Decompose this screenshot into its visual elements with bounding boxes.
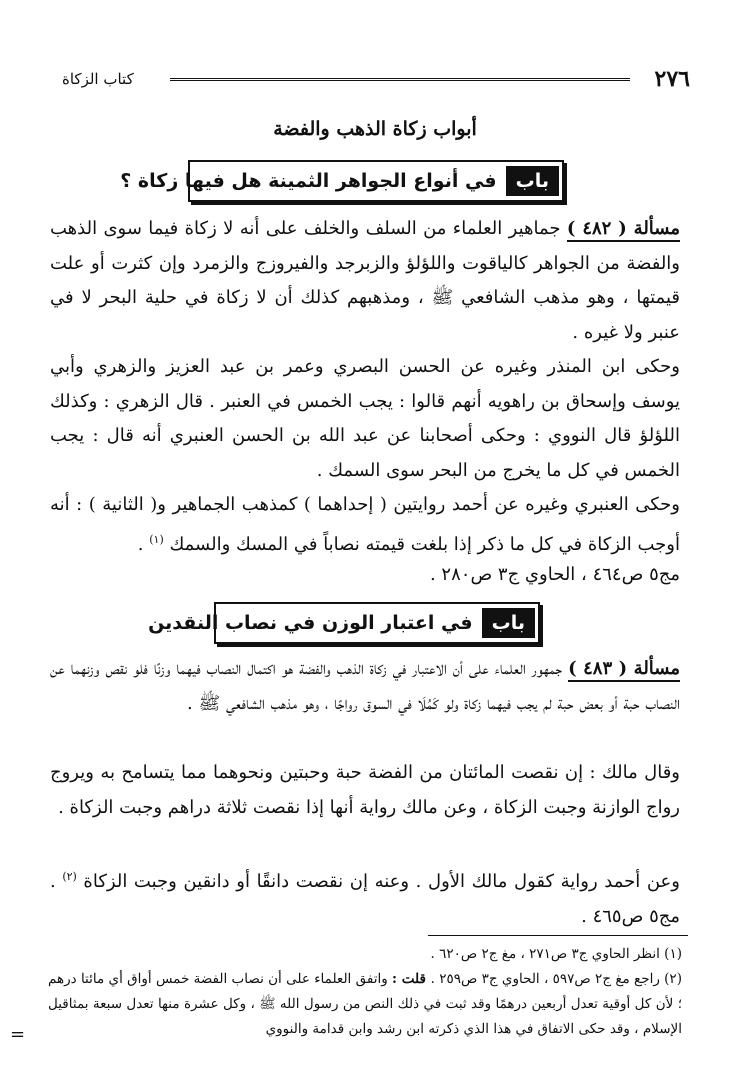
running-title: كتاب الزكاة	[62, 70, 134, 88]
page-header	[62, 64, 690, 94]
footnote-2-label: قلت :	[392, 971, 431, 987]
page-number: ٢٧٦	[654, 66, 690, 92]
footnote-2-source: (٢) راجع مغ ج٢ ص٥٩٧ ، الحاوي ج٣ ص٢٥٩ .	[430, 971, 682, 987]
header-rule	[170, 78, 630, 84]
issue-number: مسألة ( ٤٨٢ )	[567, 218, 680, 242]
chapter-label: باب	[506, 166, 559, 196]
section-title: أبواب زكاة الذهب والفضة	[273, 118, 477, 140]
masala-483	[50, 652, 680, 721]
chapter-label: باب	[482, 608, 535, 638]
issue-text: جماهير العلماء من السلف والخلف على أنه لا زكاة فيما سوى الذهب والفضة من الجواهر كالياقوت واللؤلؤ والزبرجد والفيروزج والزمرد وإن كثرت أو علت قيمتها ، وهو مذهب الشافعي ﷺ ، ومذهبهم كذلك أن لا زكاة في حلية البحر لا في عنبر ولا غيره .	[50, 218, 680, 343]
footnote-ref-2: (٢)	[62, 870, 77, 883]
paragraph-6-end: . مج٥ ص٤٦٥ .	[50, 871, 680, 927]
footnote-2	[48, 967, 682, 1042]
chapter-heading-1	[120, 160, 564, 202]
chapter-title: في اعتبار الوزن في نصاب النقدين	[148, 612, 473, 634]
footnote-ref-1: (١)	[149, 532, 164, 546]
footnotes	[48, 942, 682, 1042]
paragraph-2: وحكى ابن المنذر وغيره عن الحسن البصري وعمر بن عبد العزيز والزهري وأبي يوسف وإسحاق بن راهويه أنهم قالوا : يجب الخمس في العنبر . قال الزهري : وكذلك اللؤلؤ قال النووي : وحكى أصحابنا عن عبد الله بن الحسن العنبري أنه قال : يجب الخمس في كل ما يخرج من البحر سوى السمك .	[50, 356, 680, 481]
paragraph-3-end: .	[137, 533, 150, 555]
continuation-mark: =	[10, 1024, 26, 1045]
issue-number: مسألة ( ٤٨٣ )	[568, 658, 680, 682]
issue-text: جمهور العلماء على أن الاعتبار في زكاة الذهب والفضة هو اكتمال النصاب فيهما وزنًا فلو نقص وزنهما عن النصاب حبة أو بعض حبة لم يجب فيهما زكاة ولو كَمُلَا في السوق رواجًا ، وهو مذهب الشافعي ﷺ .	[50, 658, 680, 714]
paragraph-3-text: وحكى العنبري وغيره عن أحمد روايتين ( إحداهما ) كمذهب الجماهير و( الثانية ) : أنه أوجب الزكاة في كل ما ذكر إذا بلغت قيمته نصاباً في المسك والسمك	[50, 494, 680, 555]
footnote-1: (١) انظر الحاوي ج٣ ص٢٧١ ، مغ ج٢ ص٦٢٠ .	[430, 946, 682, 962]
paragraph-6-text: وعن أحمد رواية كقول مالك الأول . وعنه إن نقصت دانقًا أو دانقين وجبت الزكاة	[83, 871, 680, 892]
masala-482	[50, 212, 680, 350]
footnote-2-text: واتفق العلماء على أن نصاب الفضة خمس أواق أي مائتا درهم ؛ لأن كل أوقية تعدل أربعين درهمًا وقد ثبت في ذلك النص من رسول الله ﷺ ، وكل عشرة منها تعدل سبعة بمثاقيل الإسلام ، وقد حكى الاتفاق في هذا الذي ذكرته ابن رشد وابن قدامة والنووي	[48, 971, 682, 1037]
chapter-heading-2	[148, 602, 540, 644]
footnote-divider	[428, 935, 688, 936]
chapter-title: في أنواع الجواهر الثمينة هل فيها زكاة ؟	[120, 170, 497, 192]
paragraph-6	[50, 860, 680, 934]
paragraph-3	[50, 488, 680, 562]
reference-line: مج٥ ص٤٦٤ ، الحاوي ج٣ ص٢٨٠ .	[429, 564, 680, 585]
paragraph-5: وقال مالك : إن نقصت المائتان من الفضة حبة وحبتين ونحوهما مما يتسامح به ويروج رواج الوازنة وجبت الزكاة ، وعن مالك رواية أنها إذا نقصت ثلاثة دراهم وجبت الزكاة .	[50, 762, 680, 818]
